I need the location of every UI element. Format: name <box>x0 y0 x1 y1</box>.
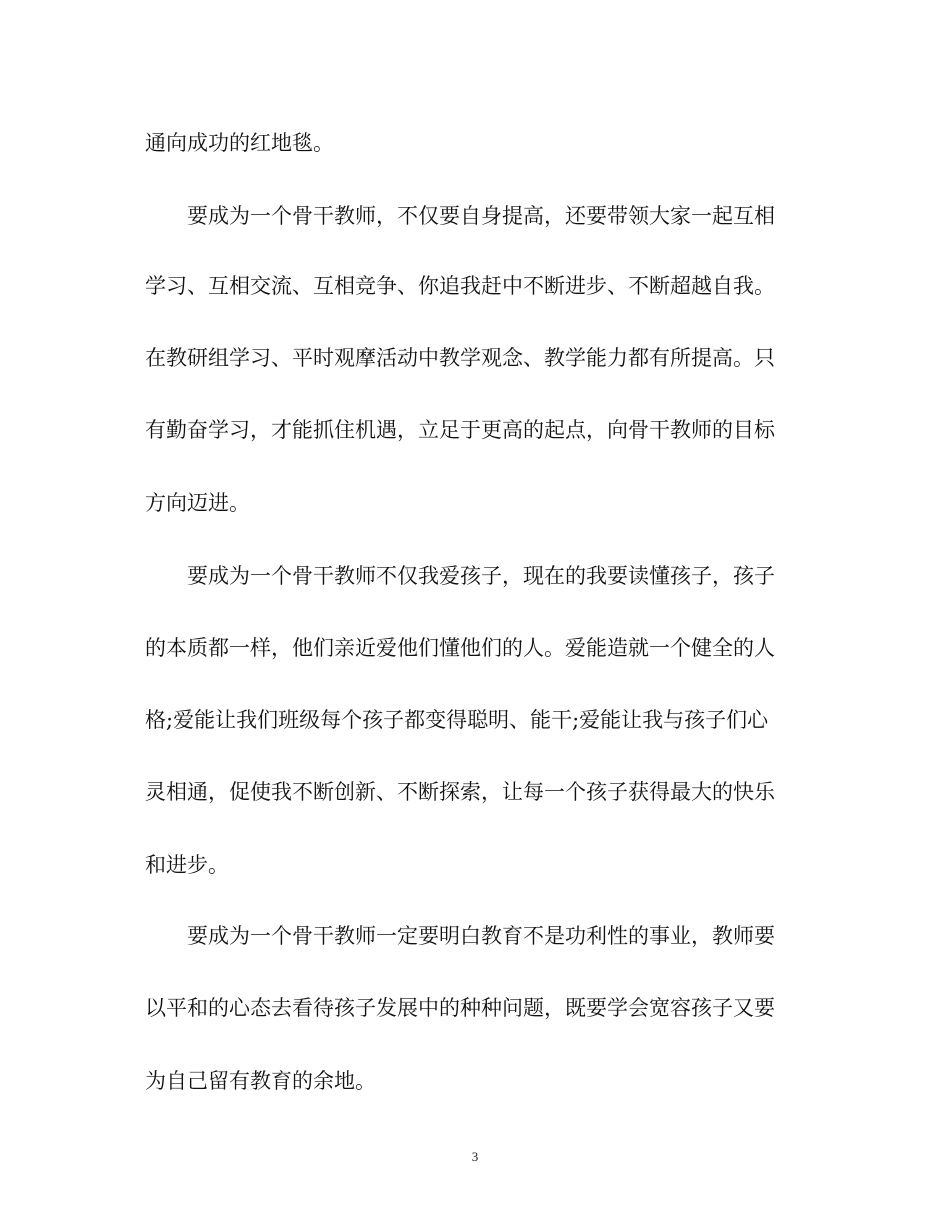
text-line: 灵相通，促使我不断创新、不断探索，让每一个孩子获得最大的快乐 <box>145 780 775 804</box>
text-line: 学习、互相交流、互相竞争、你追我赶中不断进步、不断超越自我。 <box>145 274 775 298</box>
paragraph-first-line: 要成为一个骨干教师不仅我爱孩子，现在的我要读懂孩子，孩子 <box>187 564 775 588</box>
text-line: 有勤奋学习，才能抓住机遇，立足于更高的起点，向骨干教师的目标 <box>145 418 775 442</box>
text-line: 格;爱能让我们班级每个孩子都变得聪明、能干;爱能让我与孩子们心 <box>145 708 769 732</box>
paragraph-first-line: 要成为一个骨干教师一定要明白教育不是功利性的事业，教师要 <box>187 924 775 948</box>
text-line: 为自己留有教育的余地。 <box>145 1069 376 1093</box>
text-line: 在教研组学习、平时观摩活动中教学观念、教学能力都有所提高。只 <box>145 346 775 370</box>
text-line: 和进步。 <box>145 853 229 877</box>
text-line: 的本质都一样，他们亲近爱他们懂他们的人。爱能造就一个健全的人 <box>145 636 775 660</box>
text-line: 以平和的心态去看待孩子发展中的种种问题，既要学会宽容孩子又要 <box>145 996 775 1020</box>
paragraph-first-line: 要成为一个骨干教师，不仅要自身提高，还要带领大家一起互相 <box>187 204 775 228</box>
text-line: 通向成功的红地毯。 <box>145 131 334 155</box>
text-line: 方向迈进。 <box>145 491 250 515</box>
page-number: 3 <box>471 1149 479 1164</box>
